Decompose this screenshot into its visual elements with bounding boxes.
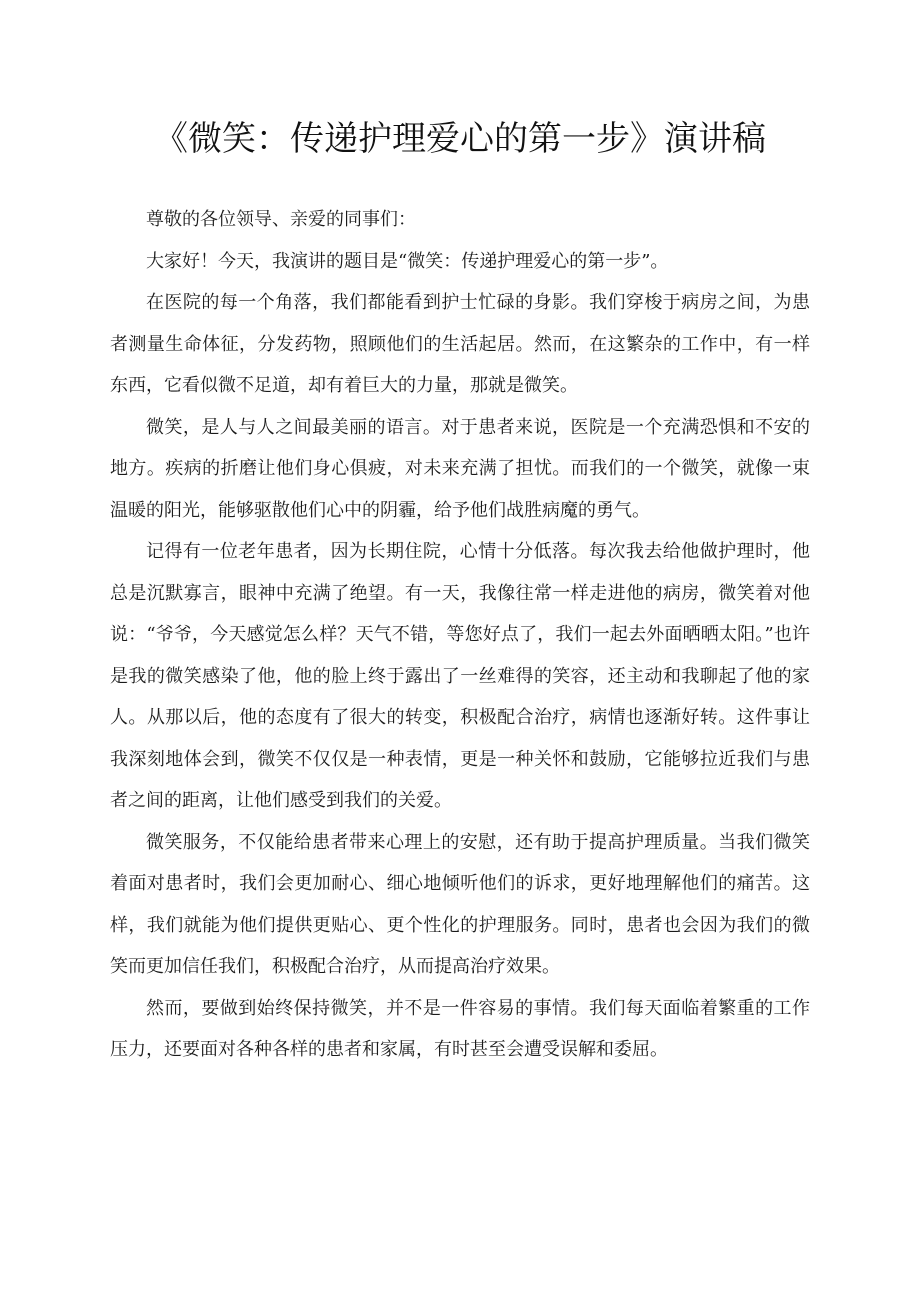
paragraph-salutation: 尊敬的各位领导、亲爱的同事们： xyxy=(146,209,416,230)
paragraph: 微笑服务，不仅能给患者带来心理上的安慰，还有助于提高护理质量。当我们微笑着面对患者时，我们会更加耐心、细心地倾听他们的诉求，更好地理解他们的痛苦。这样，我们就能为他们提供更贴心、更个性化的护理服务。同时，患者也会因为我们的微笑而更加信任我们，积极配合治疗，从而提高治疗效果。 xyxy=(110,831,810,977)
paragraph: 记得有一位老年患者，因为长期住院，心情十分低落。每次我去给他做护理时，他总是沉默寡言，眼神中充满了绝望。有一天，我像往常一样走进他的病房，微笑着对他说：“爷爷，今天感觉怎么样？天气不错，等您好点了，我们一起去外面晒晒太阳。”也许是我的微笑感染了他，他的脸上终于露出了一丝难得的笑容，还主动和我聊起了他的家人。从那以后，他的态度有了很大的转变，积极配合治疗，病情也逐渐好转。这件事让我深刻地体会到，微笑不仅仅是一种表情，更是一种关怀和鼓励，它能够拉近我们与患者之间的距离，让他们感受到我们的关爱。 xyxy=(110,541,810,811)
document-title: 《微笑：传递护理爱心的第一步》演讲稿 xyxy=(154,119,766,159)
paragraph-greeting: 大家好！今天，我演讲的题目是“微笑：传递护理爱心的第一步”。 xyxy=(146,250,669,272)
paragraph: 然而，要做到始终保持微笑，并不是一件容易的事情。我们每天面临着繁重的工作压力，还要面对各种各样的患者和家属，有时甚至会遭受误解和委屈。 xyxy=(110,997,810,1060)
paragraph: 微笑，是人与人之间最美丽的语言。对于患者来说，医院是一个充满恐惧和不安的地方。疾病的折磨让他们身心俱疲，对未来充满了担忧。而我们的一个微笑，就像一束温暖的阳光，能够驱散他们心中的阴霾，给予他们战胜病魔的勇气。 xyxy=(110,416,810,521)
paragraph: 在医院的每一个角落，我们都能看到护士忙碌的身影。我们穿梭于病房之间，为患者测量生命体征，分发药物，照顾他们的生活起居。然而，在这繁杂的工作中，有一样东西，它看似微不足道，却有着巨大的力量，那就是微笑。 xyxy=(110,292,810,396)
document-body xyxy=(110,199,810,1071)
